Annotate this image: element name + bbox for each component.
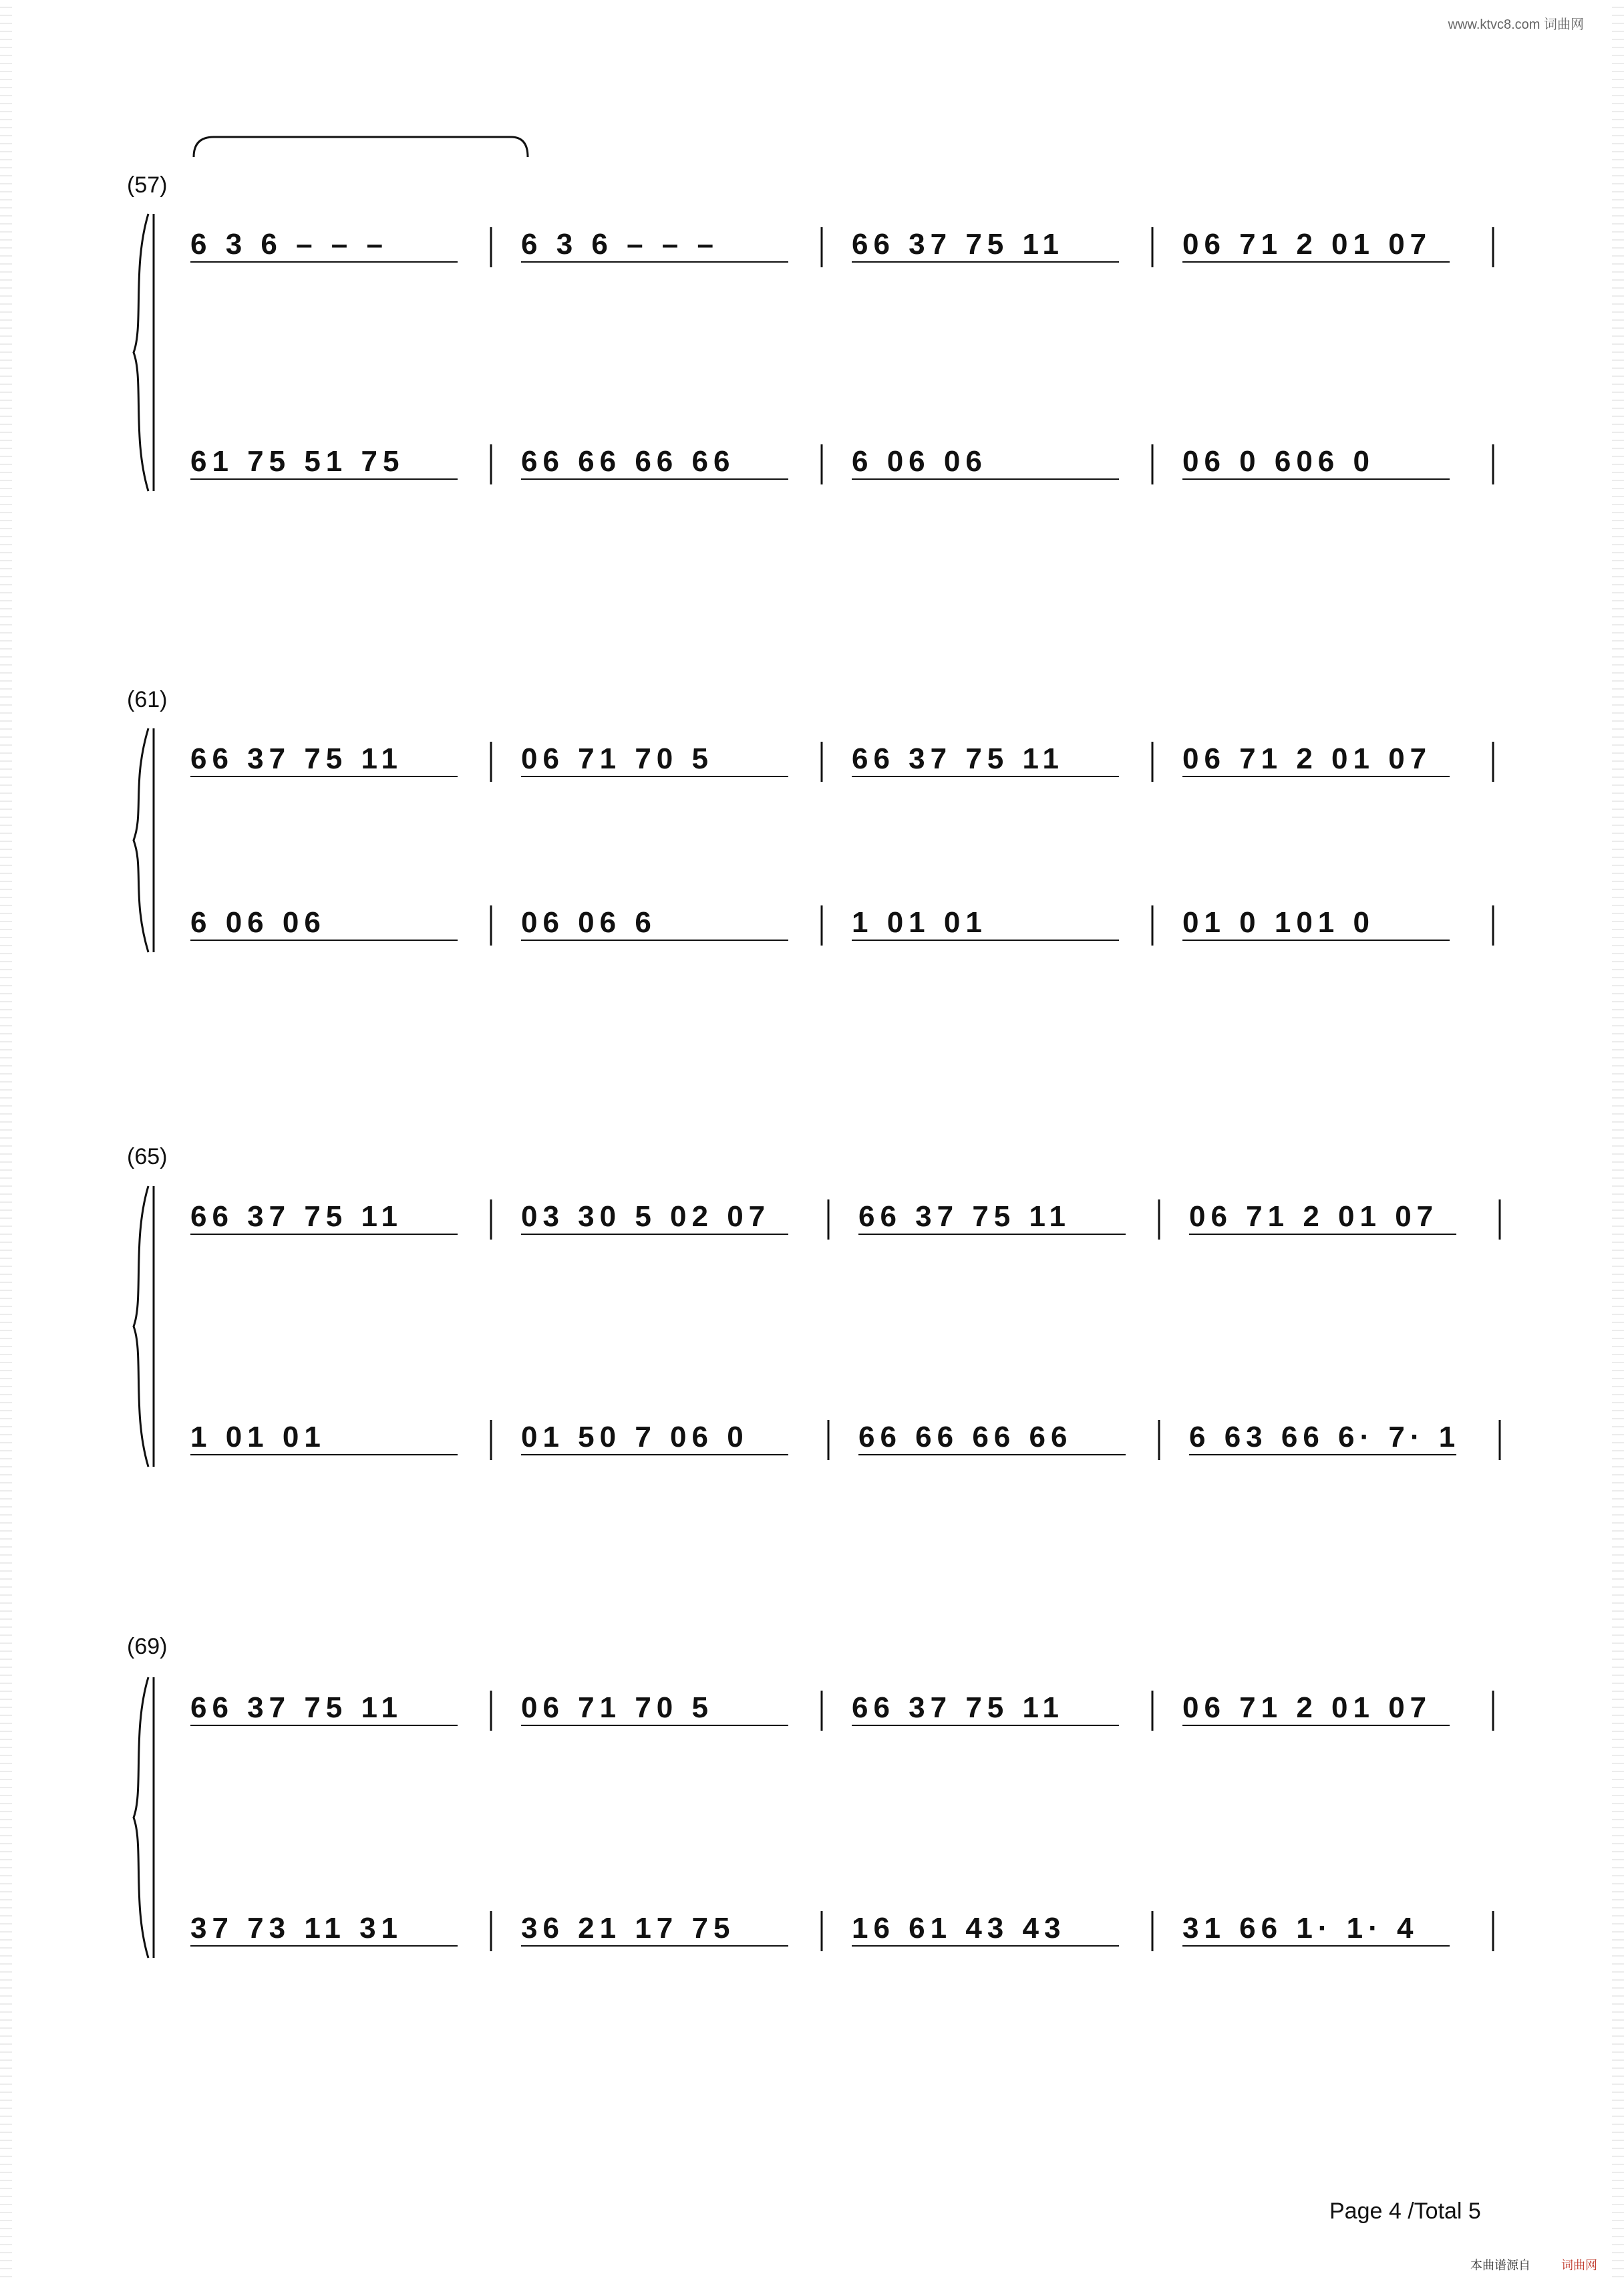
bass-measure: 61 75 51 75 [190,445,405,478]
treble-measure: 66 37 75 11 [852,228,1065,261]
slur-tie [194,137,528,157]
footer-source: 本曲谱源自 [1470,2259,1530,2272]
treble-measure: 06 71 2 01 07 [1182,742,1432,775]
bass-measure: 1 01 01 [190,1421,326,1453]
treble-measure: 06 71 2 01 07 [1182,228,1432,261]
treble-measure: 66 37 75 11 [190,1200,403,1233]
bass-measure: 1 01 01 [852,906,987,939]
bass-measure: 06 0 606 0 [1182,445,1375,478]
treble-measure: 06 71 70 5 [521,742,713,775]
bass-measure: 16 61 43 43 [852,1912,1066,1945]
treble-measure: 06 71 2 01 07 [1182,1691,1432,1724]
bass-measure: 6 63 66 6· 7· 1 [1189,1421,1461,1453]
treble-measure: 06 71 2 01 07 [1189,1200,1439,1233]
bass-measure: 66 66 66 66 [521,445,736,478]
treble-measure: 66 37 75 11 [852,742,1065,775]
treble-measure: 66 37 75 11 [852,1691,1065,1724]
treble-measure: 66 37 75 11 [190,742,403,775]
treble-measure: 6 3 6 – – – [521,228,719,261]
footer-brand: 词曲网 [1561,2259,1597,2272]
bass-measure: 06 06 6 [521,906,657,939]
treble-measure: 03 30 5 02 07 [521,1200,771,1233]
treble-measure: 6 3 6 – – – [190,228,388,261]
bass-measure: 37 73 11 31 [190,1912,403,1945]
bass-measure: 31 66 1· 1· 4 [1182,1912,1419,1945]
system-brace [134,1677,148,1958]
bass-measure: 01 0 101 0 [1182,906,1375,939]
measure-number-57: (57) [127,172,168,198]
system-brace [134,1186,148,1467]
bass-measure: 6 06 06 [852,445,987,478]
bass-measure: 6 06 06 [190,906,326,939]
treble-measure: 06 71 70 5 [521,1691,713,1724]
bass-measure: 36 21 17 75 [521,1912,736,1945]
bass-measure: 66 66 66 66 [858,1421,1073,1453]
treble-measure: 66 37 75 11 [190,1691,403,1724]
measure-number-69: (69) [127,1634,168,1659]
system-brace [134,728,148,952]
system-brace [134,214,148,491]
bass-measure: 01 50 7 06 0 [521,1421,749,1453]
measure-number-65: (65) [127,1144,168,1169]
measure-number-61: (61) [127,687,168,712]
site-url: www.ktvc8.com 词曲网 [1448,17,1584,32]
page-indicator: Page 4 /Total 5 [1329,2198,1481,2224]
treble-measure: 66 37 75 11 [858,1200,1072,1233]
